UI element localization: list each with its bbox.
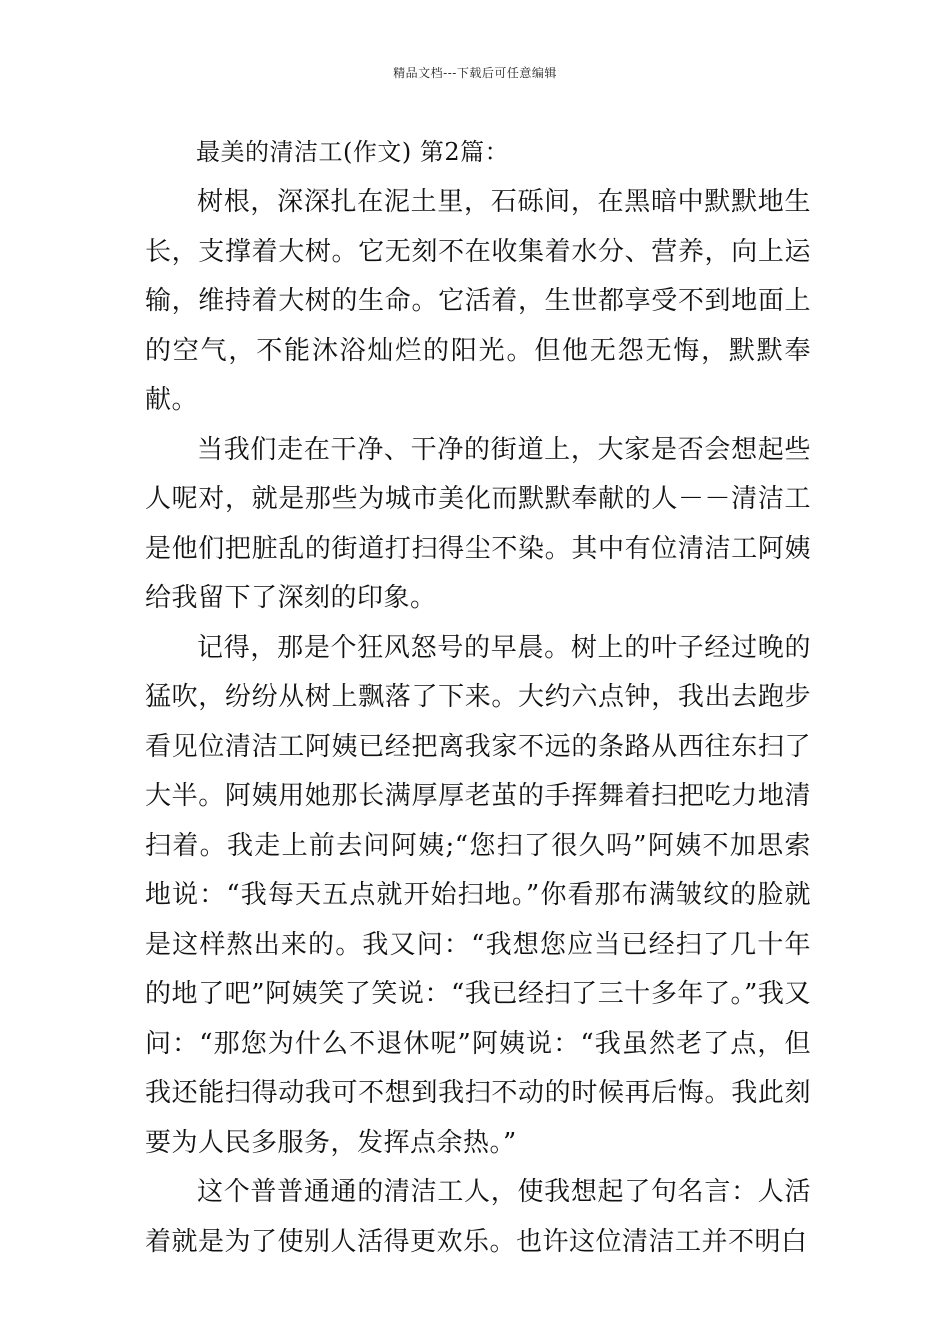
paragraph: 这个普普通通的清洁工人，使我想起了句名言：人活着就是为了使别人活得更欢乐。也许这位清洁工并不明白 xyxy=(145,1177,811,1257)
paragraph: 当我们走在干净、干净的街道上，大家是否会想起些人呢对，就是那些为城市美化而默默奉献的人－－清洁工是他们把脏乱的街道打扫得尘不染。其中有位清洁工阿姨给我留下了深刻的印象。 xyxy=(145,434,811,613)
page-header: 精品文档---下载后可任意编辑 xyxy=(393,66,557,80)
essay-title: 最美的清洁工(作文) 第2篇： xyxy=(196,138,510,166)
paragraph: 记得，那是个狂风怒号的早晨。树上的叶子经过晚的猛吹，纷纷从树上飘落了下来。大约六点钟，我出去跑步看见位清洁工阿姨已经把离我家不远的条路从西往东扫了大半。阿姨用她那长满厚厚老茧的手挥舞着扫把吃力地清扫着。我走上前去问阿姨;“您扫了很久吗”阿姨不加思索地说：“我每天五点就开始扫地。”你看那布满皱纹的脸就是这样熬出来的。我又问：“我想您应当已经扫了几十年的地了吧”阿姨笑了笑说：“我已经扫了三十多年了。”我又问：“那您为什么不退休呢”阿姨说：“我虽然老了点，但我还能扫得动我可不想到我扫不动的时候再后悔。我此刻要为人民多服务，发挥点余热。” xyxy=(145,632,811,1158)
essay-body xyxy=(145,178,811,1267)
paragraph: 树根，深深扎在泥土里，石砾间，在黑暗中默默地生长，支撑着大树。它无刻不在收集着水分、营养，向上运输，维持着大树的生命。它活着，生世都享受不到地面上的空气，不能沐浴灿烂的阳光。但他无怨无悔，默默奉献。 xyxy=(145,187,811,415)
